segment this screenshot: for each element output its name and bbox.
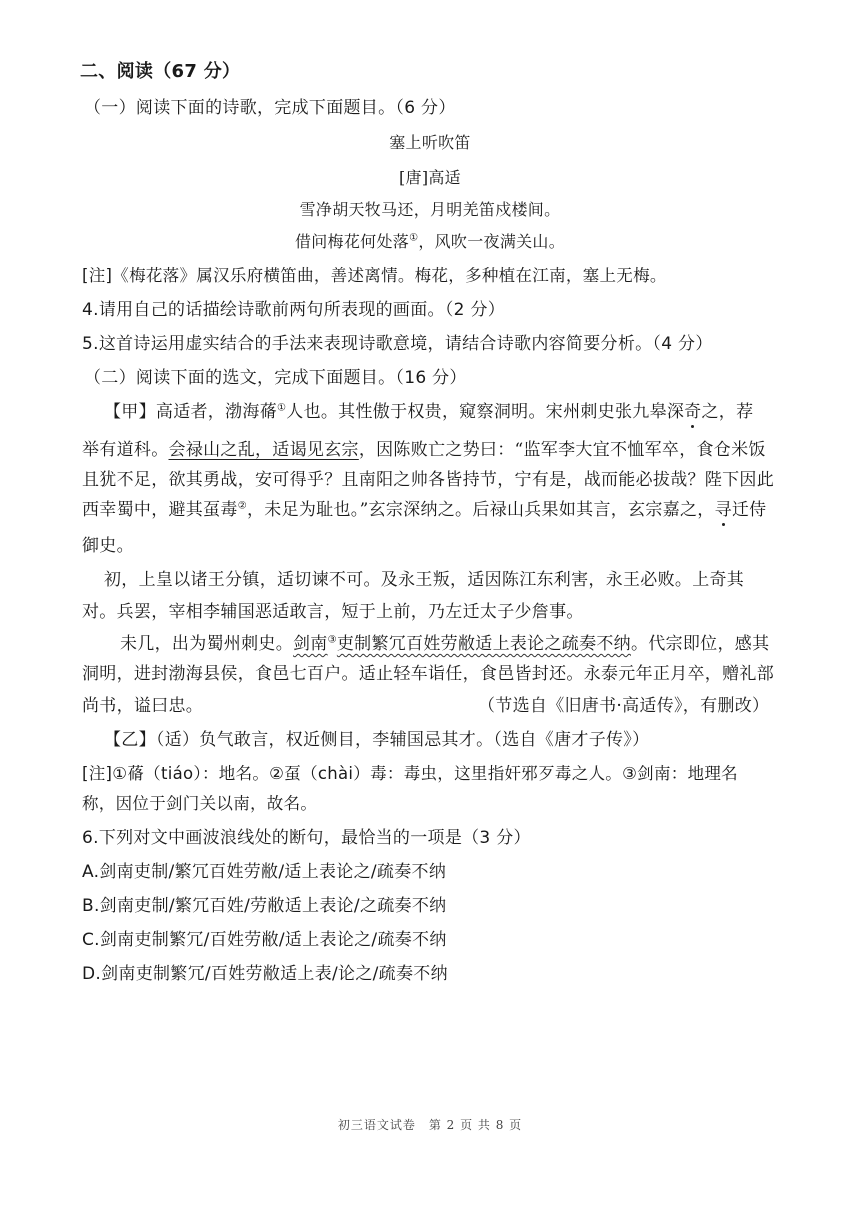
section-heading: 二、阅读（67 分） — [80, 61, 241, 82]
passage-a-line-4-text-b: ，未足为耻也。”玄宗深纳之。后禄山兵果如其言，玄宗嘉之， — [246, 500, 715, 520]
passage-a-p3-line-1 — [120, 632, 769, 656]
footnote-marker-1: ① — [277, 402, 287, 414]
wavy-underline-sentence: 吏制繁冗百姓劳敝适上表论之疏奏不纳 — [336, 634, 631, 654]
poem-note: [注]《梅花落》属汉乐府横笛曲，善述离情。梅花，多种植在江南，塞上无梅。 — [82, 266, 667, 285]
poem-author: [唐]高适 — [399, 168, 461, 187]
poem-line-2 — [0, 230, 860, 254]
passage-a-p3-line-1-text-a: 未几，出为蜀州刺史。 — [120, 634, 293, 654]
passage-a-p3-line-3: 尚书，谥曰忠。 — [82, 696, 204, 716]
option-a: A.剑南吏制/繁冗百姓劳敝/适上表论之/疏奏不纳 — [82, 862, 447, 882]
poem-line-1: 雪净胡天牧马还，月明羌笛戍楼间。 — [299, 200, 561, 219]
footnote-marker-2: ② — [237, 500, 247, 512]
dotted-char-qi: 奇 — [684, 402, 702, 422]
option-c: C.剑南吏制繁冗/百姓劳敝/适上表论之/疏奏不纳 — [82, 930, 447, 950]
passage-b: 【乙】（适）负气敢言，权近侧目，李辅国忌其才。（选自《唐才子传》） — [104, 730, 650, 750]
passage-a-line-1-text-a: 【甲】高适者，渤海蓨 — [104, 402, 277, 422]
passage-source: （节选自《旧唐书·高适传》，有删改） — [478, 696, 770, 716]
poem-line-2-text-b: ，风吹一夜满关山。 — [418, 232, 566, 251]
poem-title: 塞上听吹笛 — [389, 133, 471, 152]
option-b: B.剑南吏制/繁冗百姓/劳敝适上表论/之疏奏不纳 — [82, 896, 447, 916]
option-d: D.剑南吏制繁冗/百姓劳敝适上表/论之/疏奏不纳 — [82, 964, 448, 984]
passage-a-line-2-text-a: 举有道科。 — [82, 440, 169, 460]
dotted-char-xun: 寻 — [714, 500, 732, 520]
passage-a-p3-line-1-text-b: 。代宗即位，感其 — [630, 634, 770, 654]
part1-instruction: （一）阅读下面的诗歌，完成下面题目。（6 分） — [84, 98, 456, 118]
passage-a-p2-line-2: 对。兵罢，宰相李辅国恶适敢言，短于上前，乃左迁太子少詹事。 — [82, 602, 584, 622]
passage-a-line-4 — [82, 498, 766, 522]
passage-a-line-1 — [104, 400, 753, 424]
passage-a-line-1-text-b: 人也。其性傲于权贵，窥察洞明。宋州刺史张九皋深 — [286, 402, 685, 422]
passage-a-line-4-text-c: 迁侍 — [731, 500, 767, 520]
passage-a-line-4-text-a: 西幸蜀中，避其虿毒 — [82, 500, 238, 520]
wavy-underline-sentence-start: 剑南 — [293, 634, 328, 654]
passage-a-line-3: 且犹不足，欲其勇战，安可得乎？且南阳之帅各皆持节，宁有是，战而能必拔哉？陛下因此 — [82, 470, 774, 490]
part2-instruction: （二）阅读下面的选文，完成下面题目。（16 分） — [84, 368, 467, 388]
underlined-sentence: 会禄山之乱，适谒见玄宗 — [168, 440, 359, 460]
passage-note-line-2: 称，因位于剑门关以南，故名。 — [82, 794, 318, 813]
footnote-marker-3: ③ — [327, 634, 337, 646]
question-4: 4.请用自己的话描绘诗歌前两句所表现的画面。（2 分） — [82, 300, 506, 320]
passage-a-line-5: 御史。 — [82, 536, 134, 556]
passage-a-p3-line-2: 洞明，进封渤海县侯，食邑七百户。适止轻车诣任，食邑皆封还。永泰元年正月卒，赠礼部 — [82, 664, 774, 684]
passage-a-line-2-text-b: ，因陈败亡之势曰：“监军李大宜不恤军卒，食仓米饭 — [358, 440, 766, 460]
passage-a-p2-line-1: 初，上皇以诸王分镇，适切谏不可。及永王叛，适因陈江东利害，永王必败。上奇其 — [104, 570, 745, 590]
passage-note-line-1: [注]①蓨（tiáo）：地名。②虿（chài）毒：毒虫，这里指奸邪歹毒之人。③剑南：地理名 — [82, 764, 738, 783]
page-footer: 初三语文试卷 第 2 页 共 8 页 — [337, 1118, 523, 1132]
poem-line-2-text-a: 借问梅花何处落 — [294, 232, 410, 251]
passage-a-line-1-text-c: 之，荐 — [701, 402, 754, 422]
question-6: 6.下列对文中画波浪线处的断句，最恰当的一项是（3 分） — [82, 828, 531, 848]
passage-a-line-2 — [82, 438, 766, 462]
footnote-marker-1: ① — [409, 232, 419, 244]
question-5: 5.这首诗运用虚实结合的手法来表现诗歌意境，请结合诗歌内容简要分析。（4 分） — [82, 334, 713, 354]
